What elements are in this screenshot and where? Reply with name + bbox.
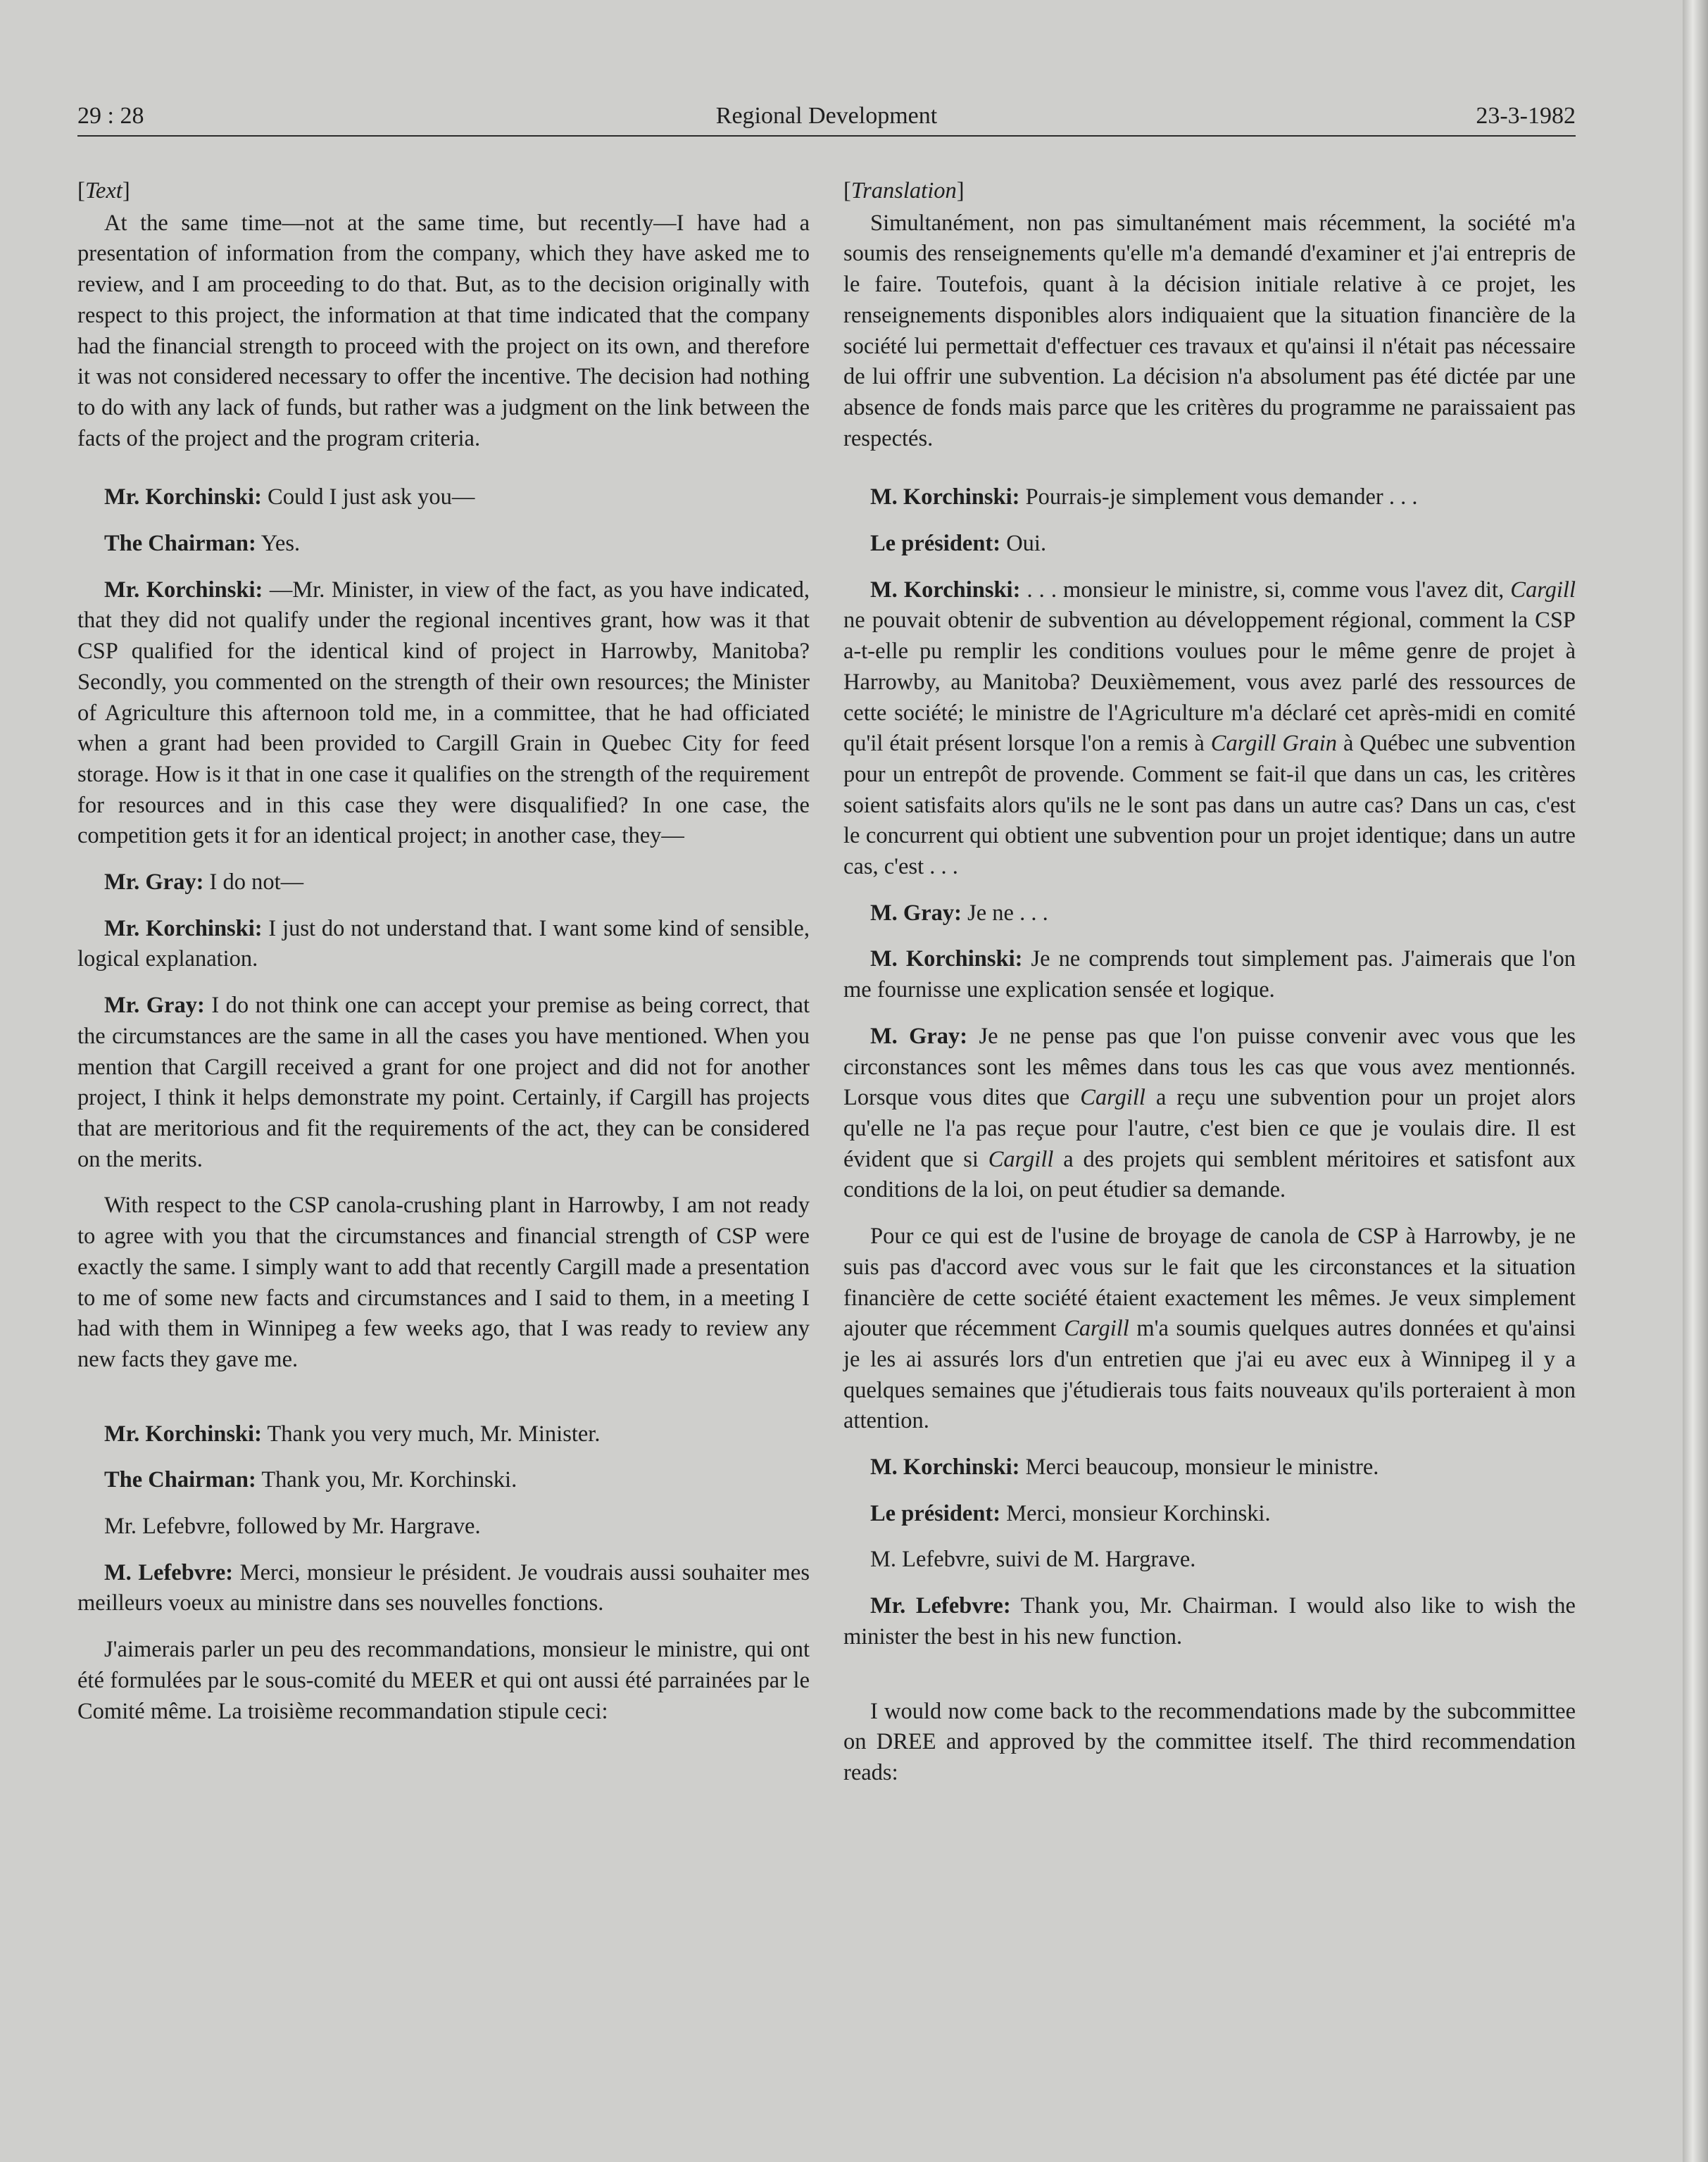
text-tag: [Text]: [77, 178, 130, 203]
page-header: [77, 99, 1576, 137]
speaker: Mr. Korchinski:: [104, 915, 263, 941]
speech: Mr. Korchinski: Could I just ask you—: [104, 484, 475, 510]
speech: M. Korchinski: Pourrais-je simplement vous demander . . .: [870, 484, 1418, 510]
speech: M. Korchinski: . . . monsieur le ministre, si, comme vous l'avez dit, Cargill ne pouvait obtenir de subvention au développement régional, comment la CSP a-t-elle pu remplir les conditions voulues pour le même genre de projet à Harrowby, au Manitoba? Deuxièmement, vous avez parlé des ressources de cette société; le ministre de l'Agriculture m'a déclaré cet après-midi en comité qu'il était présent lorsque l'on a remis à Cargill Grain à Québec une subvention pour un entrepôt de provende. Comment se fait-il que dans un cas, les critères soient satisfaits alors qu'ils ne le sont pas dans un autre cas? Dans un cas, c'est le concurrent qui obtient une subvention pour un projet identique; dans un autre cas, c'est . . .: [843, 577, 1576, 880]
speech: Mr. Lefebvre: Thank you, Mr. Chairman. I would also like to wish the minister the best in his new function.: [843, 1593, 1576, 1649]
paragraph: I would now come back to the recommendations made by the subcommittee on DREE and approved by the committee itself. The third recommendation reads:: [843, 1698, 1576, 1785]
speaker: Mr. Gray:: [104, 869, 204, 895]
speaker: M. Gray:: [870, 900, 962, 926]
speaker: Mr. Gray:: [104, 993, 205, 1019]
page-edge: [1683, 0, 1708, 2162]
speaker: M. Gray:: [870, 1023, 968, 1049]
speaker: Mr. Korchinski:: [104, 484, 262, 510]
page-number: 29 : 28: [77, 103, 144, 129]
speech: M. Gray: Je ne pense pas que l'on puisse convenir avec vous que les circonstances sont les mêmes dans tous les cas que vous avez mentionnés. Lorsque vous dites que Cargill a reçu une subvention pour un projet alors qu'elle ne l'a pas reçue pour l'autre, c'est bien ce que je voulais dire. Il est évident que si Cargill a des projets qui semblent méritoires et satisfont aux conditions de la loi, on peut étudier sa demande.: [843, 1023, 1576, 1203]
speaker: Le président:: [870, 531, 1001, 557]
speaker: M. Korchinski:: [870, 946, 1023, 972]
paragraph: Simultanément, non pas simultanément mais récemment, la société m'a soumis des renseignements qu'elle m'a demandé d'examiner et j'ai entrepris de le faire. Toutefois, quant à la décision initiale relative à ce projet, les renseignements disponibles alors indiquaient que la situation financière de la société lui permettait d'effectuer ces travaux et qu'ainsi il n'était pas nécessaire de lui offrir une subvention. La décision n'a absolument pas été dictée par une absence de fonds mais parce que les critères du programme ne paraissaient pas respectés.: [843, 210, 1576, 451]
paragraph: M. Lefebvre, suivi de M. Hargrave.: [870, 1547, 1196, 1573]
speaker: Mr. Lefebvre:: [870, 1593, 1011, 1619]
speaker: M. Lefebvre:: [104, 1559, 234, 1585]
left-column: [77, 176, 810, 1742]
speaker: Mr. Korchinski:: [104, 1421, 262, 1447]
speech: M. Korchinski: Merci beaucoup, monsieur le ministre.: [870, 1454, 1379, 1481]
paragraph: With respect to the CSP canola-crushing plant in Harrowby, I am not ready to agree with you that the circumstances and financial strength of CSP were exactly the same. I simply want to add that recently Cargill made a presentation to me of some new facts and circumstances and I said to them, in a meeting I had with them in Winnipeg a few weeks ago, that I was ready to review any new facts they gave me.: [77, 1193, 810, 1372]
speaker: The Chairman:: [104, 531, 256, 557]
right-column: [843, 176, 1576, 1804]
speech: M. Lefebvre: Merci, monsieur le président. Je voudrais aussi souhaiter mes meilleurs voeux au ministre dans ses nouvelles fonctions.: [77, 1559, 810, 1616]
speech: The Chairman: Yes.: [104, 531, 301, 557]
speech: Mr. Gray: I do not think one can accept your premise as being correct, that the circumstances are the same in all the cases you have mentioned. When you mention that Cargill received a grant for one project and did not for another project, I think it helps demonstrate my point. Certainly, if Cargill has projects that are meritorious and fit the requirements of the act, they can be considered on the merits.: [77, 993, 810, 1172]
speaker: M. Korchinski:: [870, 1454, 1020, 1481]
issue-date: 23-3-1982: [1476, 103, 1576, 129]
speaker: Le président:: [870, 1500, 1001, 1526]
speaker: Mr. Korchinski:: [104, 577, 263, 603]
speech: Mr. Korchinski: I just do not understand that. I want some kind of sensible, logical explanation.: [77, 915, 810, 972]
speaker: The Chairman:: [104, 1467, 256, 1493]
running-title: Regional Development: [715, 103, 938, 129]
paragraph: Mr. Lefebvre, followed by Mr. Hargrave.: [104, 1514, 481, 1540]
speech: Mr. Korchinski: Thank you very much, Mr. Minister.: [104, 1421, 601, 1447]
paragraph: Pour ce qui est de l'usine de broyage de canola de CSP à Harrowby, je ne suis pas d'accord avec vous sur le fait que les circonstances et la situation financière de cette société étaient exactement les mêmes. Je veux simplement ajouter que récemment Cargill m'a soumis quelques autres données et qu'ainsi je les ai assurés lors d'un entretien que j'ai eu avec eux à Winnipeg il y a quelques semaines que j'étudierais tous faits nouveaux qu'ils porteraient à mon attention.: [843, 1224, 1576, 1434]
speech: Le président: Merci, monsieur Korchinski.: [870, 1500, 1271, 1526]
paragraph: At the same time—not at the same time, but recently—I have had a presentation of information from the company, which they have asked me to review, and I am proceeding to do that. But, as to the decision originally with respect to this project, the information at that time indicated that the company had the financial strength to proceed with the project on its own, and therefore it was not considered necessary to offer the incentive. The decision had nothing to do with any lack of funds, but rather was a judgment on the link between the facts of the project and the program criteria.: [77, 210, 810, 451]
speech: Mr. Gray: I do not—: [104, 869, 304, 895]
paragraph: J'aimerais parler un peu des recommandations, monsieur le ministre, qui ont été formulées par le sous-comité du MEER et qui ont aussi été parrainées par le Comité même. La troisième recommandation stipule ceci:: [77, 1637, 810, 1724]
speech: M. Korchinski: Je ne comprends tout simplement pas. J'aimerais que l'on me fournisse une explication sensée et logique.: [843, 946, 1576, 1003]
speech: The Chairman: Thank you, Mr. Korchinski.: [104, 1467, 517, 1493]
speaker: M. Korchinski:: [870, 484, 1020, 510]
speech: Mr. Korchinski: —Mr. Minister, in view of the fact, as you have indicated, that they did not qualify under the regional incentives grant, how was it that CSP qualified for the identical kind of project in Harrowby, Manitoba? Secondly, you commented on the strength of their own resources; the Minister of Agriculture this afternoon told me, in a committee, that he had officiated when a grant had been provided to Cargill Grain in Quebec City for feed storage. How is it that in one case it qualifies on the strength of the requirement for resources and in this case they were disqualified? In one case, the competition gets it for an identical project; in another case, they—: [77, 577, 810, 849]
translation-tag: [Translation]: [843, 178, 965, 203]
speaker: M. Korchinski:: [870, 577, 1021, 603]
speech: Le président: Oui.: [870, 531, 1047, 557]
speech: M. Gray: Je ne . . .: [870, 900, 1048, 926]
